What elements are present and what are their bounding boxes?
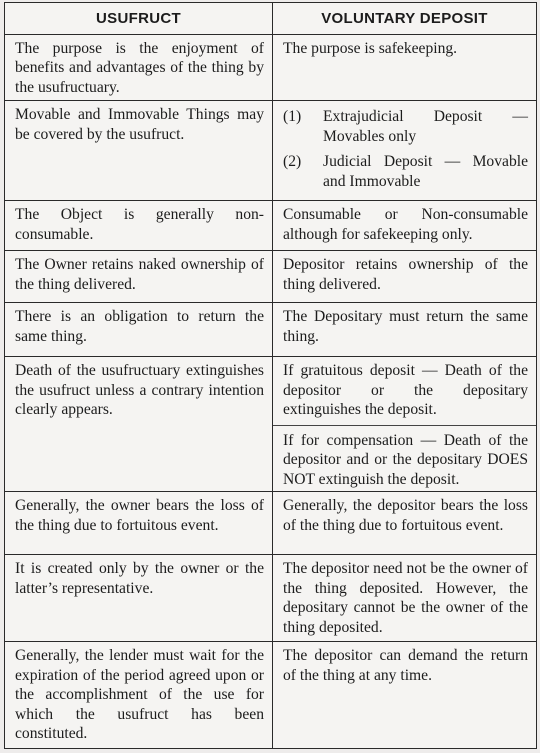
comparison-table-top [4, 2, 537, 493]
table-row [5, 101, 537, 201]
table-row [5, 357, 537, 493]
list-item [283, 107, 528, 146]
usufruct-cell: It is created only by the owner or the latter’s representative. [5, 555, 273, 642]
usufruct-cell: Generally, the lender must wait for the expiration of the period agreed upon or the accomplishment of the use for which the usufruct has been constituted. [5, 642, 273, 749]
deposit-cell: Consumable or Non-consumable although for safekeeping only. [273, 201, 537, 251]
table-row [5, 201, 537, 251]
deposit-cell: The depositor can demand the return of the thing at any time. [273, 642, 537, 749]
deposit-compensation-text: If for compensation — Death of the depositor and or the depositary DOES NOT extinguish the deposit. [283, 431, 528, 488]
header-voluntary-deposit: VOLUNTARY DEPOSIT [273, 3, 537, 35]
table-header-row [5, 3, 537, 35]
usufruct-cell: Movable and Immovable Things may be covered by the usufruct. [5, 101, 273, 201]
usufruct-cell: The Owner retains naked ownership of the thing delivered. [5, 251, 273, 303]
deposit-cell: The depositor need not be the owner of the thing deposited. However, the depositary cannot be the owner of the thing deposited. [273, 555, 537, 642]
usufruct-cell: Death of the usufructuary extinguishes the usufruct unless a contrary intention clearly appears. [5, 357, 273, 493]
cell-divider [273, 425, 536, 426]
usufruct-cell: The Object is generally non-consumable. [5, 201, 273, 251]
deposit-cell: Depositor retains ownership of the thing delivered. [273, 251, 537, 303]
usufruct-cell: The purpose is the enjoyment of benefits and advantages of the thing by the usufructuary. [5, 34, 273, 101]
deposit-cell [273, 101, 537, 201]
list-text: Extrajudicial Deposit — Movables only [323, 108, 528, 145]
table-row [5, 492, 537, 555]
list-item [283, 152, 528, 191]
table-row [5, 34, 537, 101]
table-row [5, 251, 537, 303]
table-row [5, 642, 537, 749]
comparison-table-bottom [4, 491, 537, 749]
table-row [5, 555, 537, 642]
deposit-cell [273, 357, 537, 493]
list-number: (1) [283, 108, 302, 125]
list-text: Judicial Deposit — Movable and Immovable [323, 153, 528, 190]
usufruct-cell: There is an obligation to return the same thing. [5, 303, 273, 357]
deposit-cell: Generally, the depositor bears the loss of the thing due to fortuitous event. [273, 492, 537, 555]
deposit-cell: The purpose is safekeeping. [273, 34, 537, 101]
usufruct-cell: Generally, the owner bears the loss of the thing due to fortuitous event. [5, 492, 273, 555]
table-row [5, 303, 537, 357]
deposit-gratuitous-text: If gratuitous deposit — Death of the depositor or the depositary extinguishes the deposit. [283, 362, 528, 418]
deposit-cell: The Depositary must return the same thing. [273, 303, 537, 357]
list-number: (2) [283, 153, 302, 170]
header-usufruct: USUFRUCT [5, 3, 273, 35]
